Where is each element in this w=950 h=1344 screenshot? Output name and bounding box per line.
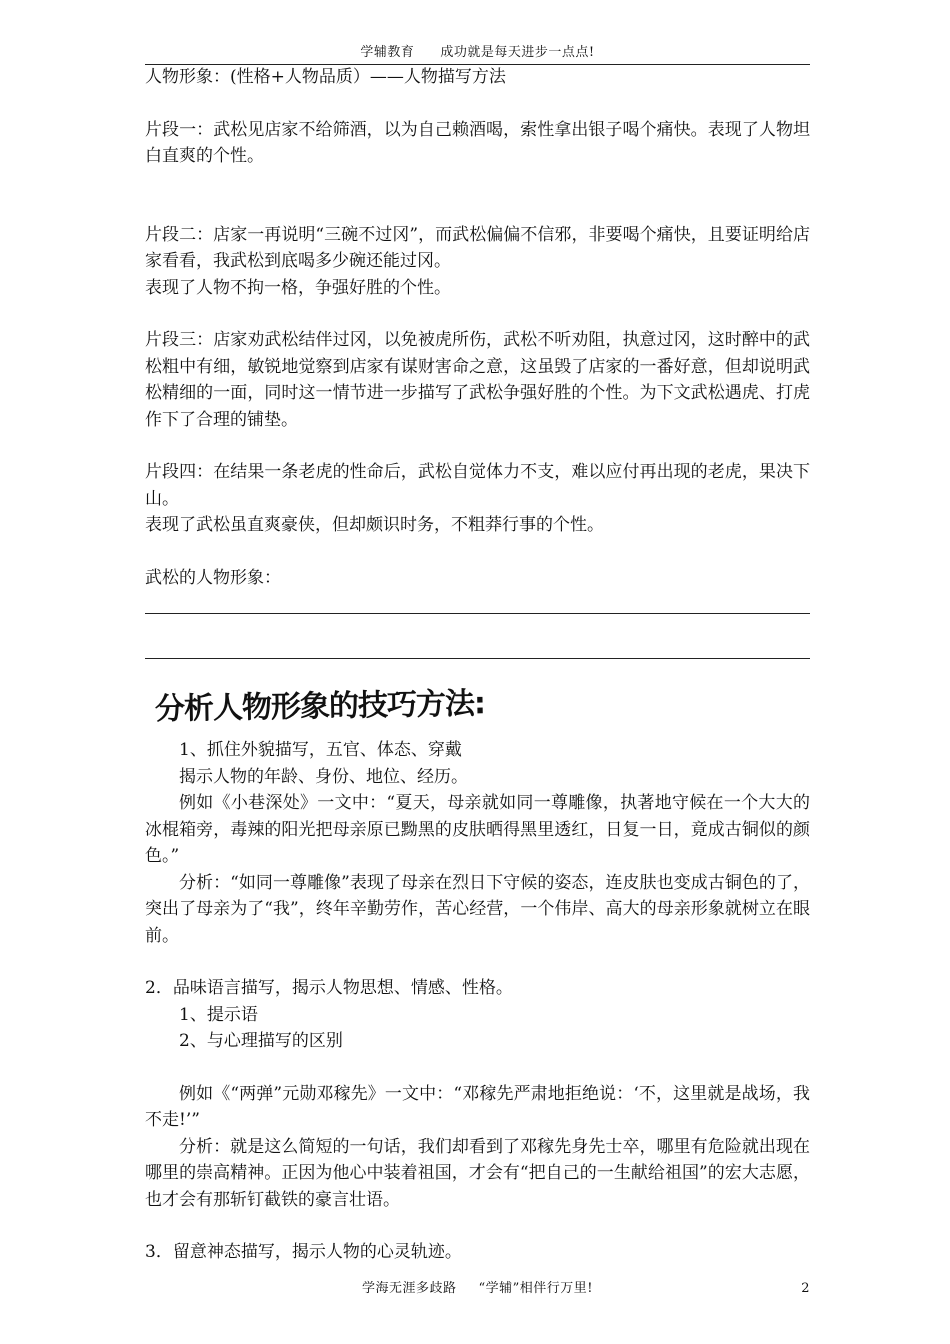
item-3-title: 3．留意神态描写，揭示人物的心灵轨迹。 <box>145 1242 462 1262</box>
item-1-desc: 揭示人物的年龄、身份、地位、经历。 <box>179 766 468 787</box>
item-2-example: 例如《“两弹”元勋邓稼先》一文中：“邓稼先严肃地拒绝说：‘不，这里就是战场，我不走!’” <box>145 1083 810 1130</box>
item-1-title: 1、抓住外貌描写，五官、体态、穿戴 <box>179 740 462 760</box>
item-2-sub-2: 2、与心理描写的区别 <box>179 1031 343 1051</box>
item-1-analysis: 分析：“如同一尊雕像”表现了母亲在烈日下守候的姿态，连皮肤也变成古铜色的了，突出了母亲为了“我”，终年辛勤劳作，苦心经营，一个伟岸、高大的母亲形象就树立在眼前。 <box>145 872 810 946</box>
page-footer <box>145 1280 810 1298</box>
answer-line-1[interactable] <box>145 591 810 614</box>
segment-2-summary: 表现了人物不拘一格，争强好胜的个性。 <box>145 277 451 298</box>
document-body <box>145 64 810 1266</box>
header-left-text: 学辅教育 <box>360 45 415 60</box>
segment-2: 片段二：店家一再说明“三碗不过冈”，而武松偏偏不信邪，非要喝个痛快，且要证明给店家看看，我武松到底喝多少碗还能过冈。 <box>145 224 810 271</box>
page-number: 2 <box>801 1281 810 1296</box>
segment-1: 片段一：武松见店家不给筛酒，以为自己赖酒喝，索性拿出银子喝个痛快。表现了人物坦白直爽的个性。 <box>145 119 810 166</box>
footer-left-text: 学海无涯多歧路 <box>361 1281 457 1296</box>
segment-4: 片段四：在结果一条老虎的性命后，武松自觉体力不支，难以应付再出现的老虎，果决下山。 <box>145 462 810 509</box>
item-2-sub-1: 1、提示语 <box>179 1004 258 1025</box>
segment-4-summary: 表现了武松虽直爽豪侠，但却颇识时务，不粗莽行事的个性。 <box>145 515 604 535</box>
segment-3: 片段三：店家劝武松结伴过冈，以免被虎所伤，武松不听劝阻，执意过冈，这时醉中的武松粗中有细，敏锐地觉察到店家有谋财害命之意，这虽毁了店家的一番好意，但却说明武松精细的一面，同时这一情节进一步描写了武松争强好胜的个性。为下文武松遇虎、打虎作下了合理的铺垫。 <box>145 330 810 430</box>
item-2-title: 2．品味语言描写，揭示人物思想、情感、性格。 <box>145 978 513 998</box>
answer-line-2[interactable] <box>145 614 810 659</box>
question-label: 武松的人物形象： <box>145 567 281 588</box>
method-title: 分析人物形象的技巧方法: <box>154 686 486 727</box>
page-header <box>145 44 810 65</box>
item-2-analysis: 分析：就是这么简短的一句话，我们却看到了邓稼先身先士卒，哪里有危险就出现在哪里的崇高精神。正因为他心中装着祖国，才会有“把自己的一生献给祖国”的宏大志愿，也才会有那斩钉截铁的豪言壮语。 <box>145 1136 810 1210</box>
header-right-text: 成功就是每天进步一点点! <box>440 45 595 60</box>
section-heading: 人物形象：(性格+人物品质）——人物描写方法 <box>145 67 506 87</box>
item-1-example: 例如《小巷深处》一文中：“夏天，母亲就如同一尊雕像，执著地守候在一个大大的冰棍箱旁，毒辣的阳光把母亲原已黝黑的皮肤晒得黑里透红，日复一日，竟成古铜似的颜色。” <box>145 793 810 866</box>
footer-right-text: “学辅”相伴行万里! <box>478 1281 594 1296</box>
